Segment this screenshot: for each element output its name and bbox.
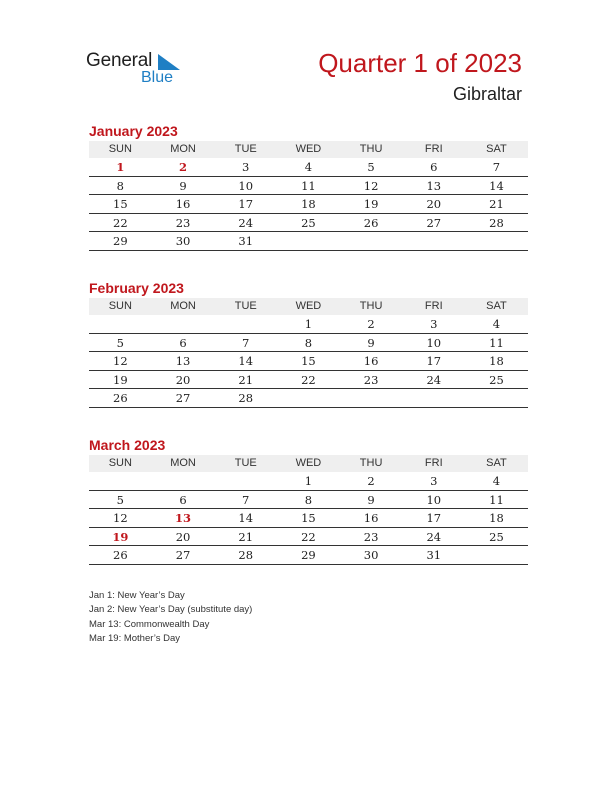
weekday-label: SAT	[486, 143, 507, 155]
weekday-label: THU	[359, 143, 383, 155]
week-row	[89, 352, 528, 371]
weekday-label: SUN	[108, 457, 132, 469]
weekday-header	[89, 141, 528, 158]
logo-triangle-icon	[158, 54, 180, 70]
weekday-label: WED	[295, 143, 322, 155]
date-cell: 5	[367, 160, 375, 174]
date-cell: 24	[238, 215, 254, 230]
date-cell: 3	[430, 474, 438, 488]
date-cell: 8	[304, 335, 313, 350]
week-row	[89, 177, 528, 196]
date-cell: 12	[363, 178, 379, 193]
date-cell: 21	[238, 372, 254, 387]
weekday-label: WED	[295, 457, 322, 469]
weekday-label: MON	[170, 300, 196, 312]
date-cell: 27	[175, 548, 191, 563]
date-cell: 28	[489, 215, 504, 230]
date-cell: 5	[116, 492, 124, 507]
date-cell	[277, 232, 340, 250]
date-cell: 16	[363, 354, 379, 369]
date-cell: 23	[363, 372, 379, 387]
date-cell: 14	[489, 178, 504, 193]
date-cell: 3	[242, 160, 250, 174]
weekday-label: SAT	[486, 300, 507, 312]
date-cell: 14	[238, 511, 254, 526]
logo-word-general: General	[86, 50, 153, 71]
date-cell: 9	[367, 335, 375, 350]
page-title: Quarter 1 of 2023	[318, 48, 522, 78]
date-cell: 11	[489, 335, 504, 350]
date-cell: 26	[113, 548, 128, 563]
date-cell: 26	[363, 215, 379, 230]
month-title: February 2023	[89, 280, 184, 296]
date-cell	[402, 232, 465, 250]
date-cell: 1	[304, 474, 313, 488]
date-cell: 4	[492, 317, 501, 331]
date-cell: 7	[242, 492, 250, 507]
holiday-list	[89, 589, 252, 646]
week-row	[89, 334, 528, 353]
week-row	[89, 371, 528, 390]
date-cell	[89, 315, 152, 333]
date-cell: 31	[426, 548, 442, 563]
date-cell	[465, 389, 528, 407]
holiday-date: 1	[116, 160, 125, 174]
week-row	[89, 195, 528, 214]
date-cell: 12	[113, 511, 128, 526]
date-cell: 13	[426, 178, 442, 193]
date-cell: 25	[489, 372, 504, 387]
date-cell: 11	[489, 492, 504, 507]
weekday-label: TUE	[234, 143, 257, 155]
date-cell	[465, 232, 528, 250]
date-cell: 27	[175, 391, 191, 406]
date-cell: 20	[426, 197, 442, 212]
weekday-label: FRI	[424, 300, 443, 312]
date-cell: 17	[238, 197, 254, 212]
date-cell: 17	[426, 354, 442, 369]
date-cell: 25	[301, 215, 316, 230]
weekday-label: THU	[359, 457, 383, 469]
date-cell: 18	[489, 511, 504, 526]
date-cell: 18	[489, 354, 504, 369]
date-cell: 9	[367, 492, 375, 507]
date-cell: 17	[426, 511, 442, 526]
date-cell: 5	[116, 335, 124, 350]
country-name: Gibraltar	[452, 84, 522, 104]
date-cell: 15	[113, 197, 128, 212]
date-cell: 10	[238, 178, 254, 193]
date-cell: 29	[113, 234, 128, 249]
date-cell	[152, 315, 215, 333]
holiday-date: 2	[179, 160, 188, 174]
date-cell: 3	[430, 317, 438, 331]
week-row	[89, 546, 528, 565]
date-cell: 8	[304, 492, 313, 507]
date-cell	[214, 315, 277, 333]
date-cell: 10	[426, 335, 442, 350]
date-cell	[402, 389, 465, 407]
date-cell: 16	[175, 197, 191, 212]
weekday-label: FRI	[424, 143, 443, 155]
weekday-label: SUN	[108, 143, 132, 155]
week-row	[89, 315, 528, 334]
date-cell: 6	[179, 335, 187, 350]
weekday-header	[89, 298, 528, 315]
date-cell: 18	[301, 197, 316, 212]
week-row	[89, 509, 528, 528]
week-row	[89, 528, 528, 547]
weekday-label: THU	[359, 300, 383, 312]
month-title: January 2023	[89, 123, 178, 139]
date-cell: 26	[113, 391, 128, 406]
date-cell: 8	[116, 178, 124, 193]
date-cell: 15	[301, 354, 316, 369]
date-cell: 25	[489, 529, 504, 544]
date-cell	[89, 472, 152, 490]
week-row	[89, 472, 528, 491]
weekday-label: FRI	[424, 457, 443, 469]
date-cell	[340, 389, 403, 407]
date-cell: 7	[492, 160, 501, 174]
week-row	[89, 491, 528, 510]
week-row	[89, 232, 528, 251]
date-cell: 10	[426, 492, 442, 507]
holiday-entry: Mar 19: Mother’s Day	[89, 632, 180, 644]
date-cell: 13	[175, 354, 191, 369]
month-january	[89, 121, 528, 251]
date-cell: 6	[430, 160, 438, 174]
date-cell: 24	[426, 372, 442, 387]
date-cell: 20	[175, 372, 191, 387]
month-march	[89, 435, 528, 565]
date-cell: 7	[242, 335, 250, 350]
month-february	[89, 278, 528, 408]
date-cell	[277, 389, 340, 407]
date-cell: 11	[301, 178, 316, 193]
date-cell	[340, 232, 403, 250]
date-cell: 31	[238, 234, 254, 249]
logo-word-blue: Blue	[141, 69, 174, 86]
date-cell: 4	[492, 474, 501, 488]
date-cell: 24	[426, 529, 442, 544]
date-cell: 12	[113, 354, 128, 369]
date-cell: 6	[179, 492, 187, 507]
date-cell: 9	[179, 178, 187, 193]
month-title: March 2023	[89, 437, 166, 453]
weekday-label: TUE	[234, 300, 257, 312]
holiday-entry: Jan 1: New Year’s Day	[89, 590, 185, 601]
date-cell: 21	[238, 529, 254, 544]
date-cell	[465, 546, 528, 564]
date-cell: 19	[363, 197, 379, 212]
date-cell: 22	[113, 215, 128, 230]
weekday-header	[89, 455, 528, 472]
date-cell	[214, 472, 277, 490]
date-cell: 28	[238, 391, 254, 406]
date-cell: 16	[363, 511, 379, 526]
date-cell: 19	[113, 372, 128, 387]
date-cell: 20	[175, 529, 191, 544]
date-cell: 28	[238, 548, 254, 563]
weekday-label: SAT	[486, 457, 507, 469]
date-cell: 29	[301, 548, 316, 563]
week-row	[89, 214, 528, 233]
week-row	[89, 158, 528, 177]
date-cell: 4	[304, 160, 313, 174]
weekday-label: MON	[170, 457, 196, 469]
date-cell: 30	[175, 234, 191, 249]
week-row	[89, 389, 528, 408]
date-cell: 22	[301, 372, 316, 387]
date-cell	[152, 472, 215, 490]
date-cell: 23	[363, 529, 379, 544]
date-cell: 2	[367, 317, 375, 331]
holiday-date: 13	[175, 511, 192, 526]
weekday-label: MON	[170, 143, 196, 155]
weekday-label: TUE	[234, 457, 257, 469]
date-cell: 30	[363, 548, 379, 563]
holiday-entry: Mar 13: Commonwealth Day	[89, 618, 210, 630]
holiday-date: 19	[112, 529, 129, 544]
date-cell: 2	[367, 474, 375, 488]
date-cell: 21	[489, 197, 504, 212]
date-cell: 15	[301, 511, 316, 526]
generalblue-logo	[86, 50, 186, 90]
holiday-entry: Jan 2: New Year’s Day (substitute day)	[89, 604, 253, 616]
date-cell: 23	[175, 215, 191, 230]
date-cell: 14	[238, 354, 254, 369]
weekday-label: WED	[295, 300, 322, 312]
date-cell: 22	[301, 529, 316, 544]
weekday-label: SUN	[108, 300, 132, 312]
date-cell: 1	[304, 317, 313, 331]
date-cell: 27	[426, 215, 442, 230]
